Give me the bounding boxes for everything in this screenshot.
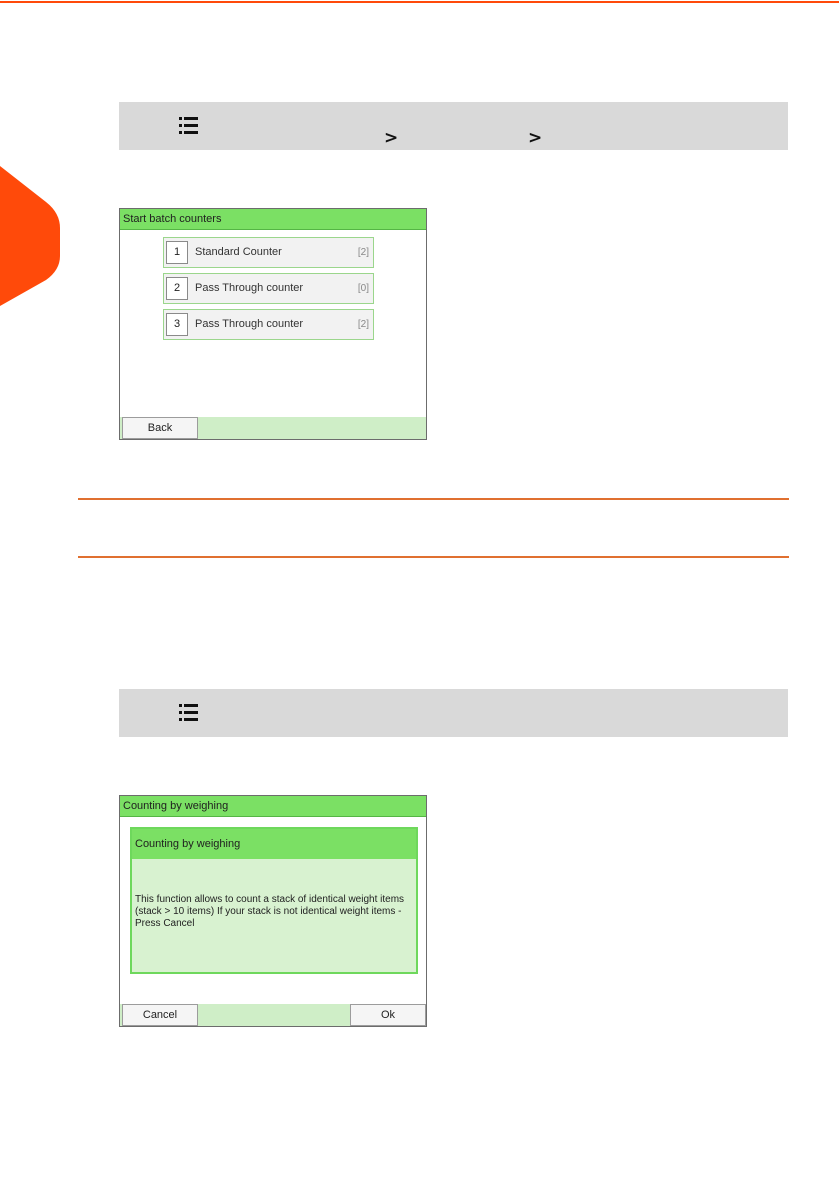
batch-counters-screen [119,208,427,440]
note-top-rule [78,498,789,500]
menu-list-icon [179,704,198,721]
back-button[interactable]: Back [122,417,198,439]
chapter-tab-marker [0,166,60,306]
screen-footer-bar [120,1004,426,1026]
counter-item-2[interactable] [163,273,374,304]
counter-count: [2] [357,247,369,258]
cancel-button[interactable]: Cancel [122,1004,198,1026]
counter-count: [0] [357,283,369,294]
counter-item-3[interactable] [163,309,374,340]
counter-item-1[interactable] [163,237,374,268]
chevron-right-icon: > [384,128,399,148]
counter-label: Standard Counter [195,246,282,258]
screen-title: Counting by weighing [120,796,426,817]
counting-by-weighing-screen [119,795,427,1027]
menu-list-icon [179,117,198,134]
screen-title: Start batch counters [120,209,426,230]
chevron-right-icon: > [528,128,543,148]
counter-number: 3 [166,313,188,336]
note-bottom-rule [78,556,789,558]
screen-footer-bar [120,417,426,439]
ok-button[interactable]: Ok [350,1004,426,1026]
dialog-message: This function allows to count a stack of identical weight items (stack > 10 items) If your stack is not identical weight items - Press Cancel [135,894,405,929]
counter-label: Pass Through counter [195,318,304,330]
top-accent-rule [0,0,839,6]
counter-number: 2 [166,277,188,300]
info-dialog [130,827,418,974]
menu-path-bar [119,102,788,150]
counter-label: Pass Through counter [195,282,304,294]
menu-path-bar [119,689,788,737]
counter-count: [2] [357,319,369,330]
counter-number: 1 [166,241,188,264]
dialog-title: Counting by weighing [132,829,416,859]
